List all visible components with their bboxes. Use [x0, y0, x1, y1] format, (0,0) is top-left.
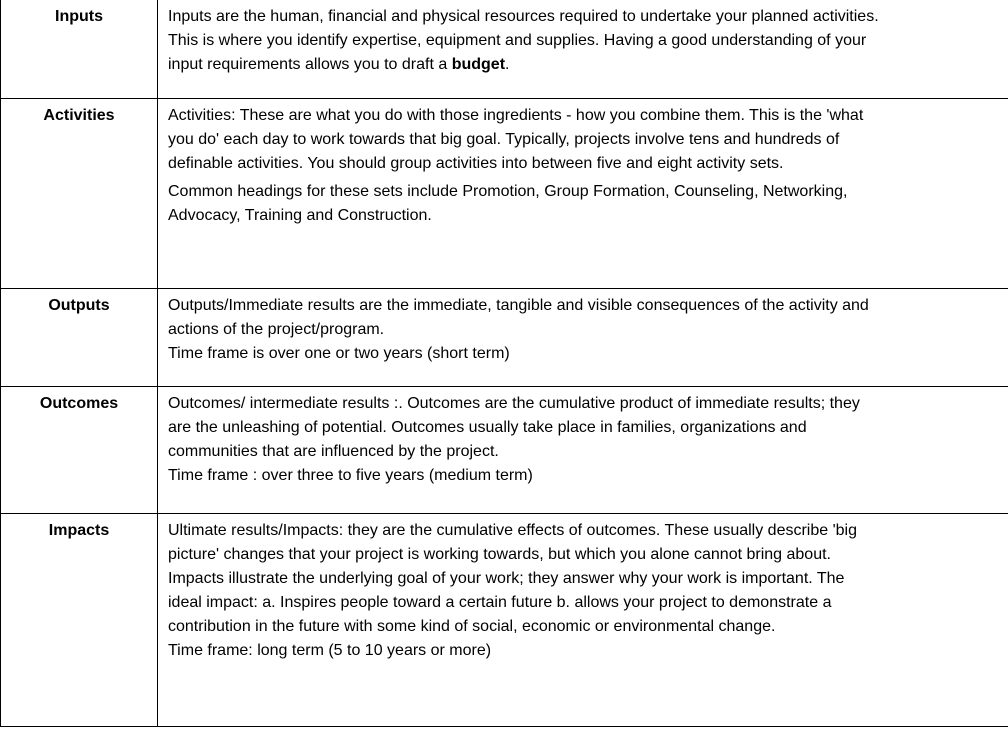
term-cell [1, 288, 158, 386]
description-cell [158, 386, 1008, 513]
description-line: This is where you identify expertise, equipment and supplies. Having a good understanding of your [168, 32, 867, 49]
term-cell [1, 0, 158, 98]
term-label: Outcomes [39, 394, 119, 412]
description-line: Time frame: long term (5 to 10 years or more) [168, 641, 492, 659]
description-line: contribution in the future with some kind of social, economic or environmental change. [168, 617, 776, 635]
description-line: Activities: These are what you do with those ingredients - how you combine them. This is the 'what [168, 106, 864, 124]
description-line: Inputs are the human, financial and physical resources required to undertake your planned activities. [168, 8, 879, 25]
term-label: Inputs [55, 8, 103, 25]
description-line [168, 53, 1000, 77]
description-text [158, 289, 1008, 366]
line-segment: input requirements allows you to draft a [168, 56, 452, 73]
table-row-outcomes [1, 386, 1008, 513]
description-text [158, 514, 1008, 663]
description-line: Ultimate results/Impacts: they are the cumulative effects of outcomes. These usually describe 'big [168, 521, 858, 539]
term-cell [1, 98, 158, 288]
description-line: Impacts illustrate the underlying goal of your work; they answer why your work is important. The [168, 569, 845, 587]
table-row-impacts [1, 513, 1008, 726]
description-line: picture' changes that your project is working towards, but which you alone cannot bring about. [168, 545, 831, 563]
description-line: Time frame is over one or two years (short term) [168, 344, 510, 362]
description-line: actions of the project/program. [168, 320, 385, 338]
description-text [158, 99, 1008, 228]
table-row-inputs [1, 0, 1008, 98]
description-line: Common headings for these sets include Promotion, Group Formation, Counseling, Networking, [168, 182, 848, 200]
term-cell [1, 386, 158, 513]
term-cell [1, 513, 158, 726]
term-label: Outputs [48, 296, 110, 314]
description-line: Time frame : over three to five years (medium term) [168, 466, 533, 484]
description-line: you do' each day to work towards that big goal. Typically, projects involve tens and hundreds of [168, 130, 840, 148]
budget-term: budget [451, 56, 506, 73]
description-line: ideal impact: a. Inspires people toward a certain future b. allows your project to demonstrate a [168, 593, 832, 611]
table-row-activities [1, 98, 1008, 288]
description-cell [158, 98, 1008, 288]
description-text [158, 387, 1008, 488]
table-row-outputs [1, 288, 1008, 386]
description-line: Advocacy, Training and Construction. [168, 206, 432, 224]
term-label: Activities [43, 106, 115, 124]
description-line: definable activities. You should group activities into between five and eight activity sets. [168, 154, 784, 172]
description-text [158, 0, 1008, 77]
description-line: are the unleashing of potential. Outcomes usually take place in families, organizations and [168, 418, 807, 436]
description-cell [158, 513, 1008, 726]
term-label: Impacts [48, 521, 110, 539]
description-cell [158, 288, 1008, 386]
description-line: Outcomes/ intermediate results :. Outcomes are the cumulative product of immediate results; they [168, 394, 860, 412]
description-line: Outputs/Immediate results are the immediate, tangible and visible consequences of the activity and [168, 296, 869, 314]
line-segment: . [505, 56, 510, 73]
description-cell [158, 0, 1008, 98]
description-line: communities that are influenced by the project. [168, 442, 499, 460]
